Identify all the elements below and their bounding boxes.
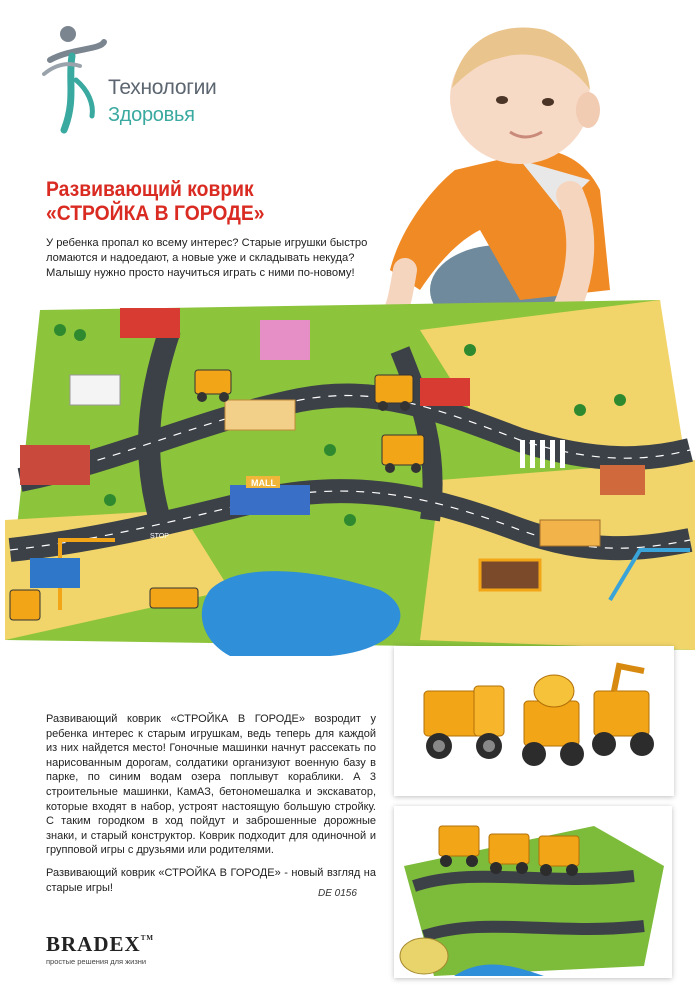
trademark-mark: TM bbox=[140, 934, 154, 942]
mall-sign: MALL bbox=[251, 478, 276, 488]
page-title bbox=[46, 178, 350, 226]
intro-text: У ребенка пропал ко всему интерес? Старые игрушки быстро ломаются и надоедают, а новые уже и складывать некуда? Малышу нужно просто научиться играть с ними по-новому! bbox=[46, 237, 368, 279]
logo-line2: Здоровья bbox=[108, 104, 195, 126]
brand-name bbox=[46, 932, 154, 957]
description-text bbox=[46, 712, 376, 903]
stop-marking: STOP bbox=[150, 533, 169, 540]
title-line2: «СТРОЙКА В ГОРОДЕ» bbox=[46, 202, 265, 225]
title-line1: Развивающий коврик bbox=[46, 178, 254, 201]
brand-name-text: BRADEX bbox=[46, 932, 141, 956]
trucks-photo bbox=[394, 646, 674, 796]
construction-trucks-image bbox=[394, 646, 674, 796]
brand-slogan: простые решения для жизни bbox=[46, 957, 147, 966]
logo-line1: Технологии bbox=[108, 76, 217, 99]
description-paragraph-2: Развивающий коврик «СТРОЙКА В ГОРОДЕ» - новый взгляд на старые игры! bbox=[46, 866, 376, 894]
play-mat-illustration bbox=[0, 290, 700, 660]
product-code: DE 0156 bbox=[318, 888, 357, 899]
rolled-mat-photo bbox=[394, 806, 672, 978]
description-paragraph-1: Развивающий коврик «СТРОЙКА В ГОРОДЕ» возродит у ребенка интерес к старым игрушкам, ведь теперь для каждой из них найдется место! Гоночные машинки начнут рассекать по нарисованным дорогам, солдатики организуют военную базу в парке, по синим водам озера поплывут кораблики. А 3 строительные машинки, КамАЗ, бетономешалка и экскаватор, которые входят в набор, устроят настоящую большую стройку. С таким городком в ход пойдут и заброшенные дорожные знаки, и старый конструктор. Коврик подходит для одиночной и групповой игры с друзьями или родителями. bbox=[46, 713, 376, 857]
mat-with-trucks-image bbox=[394, 806, 672, 978]
